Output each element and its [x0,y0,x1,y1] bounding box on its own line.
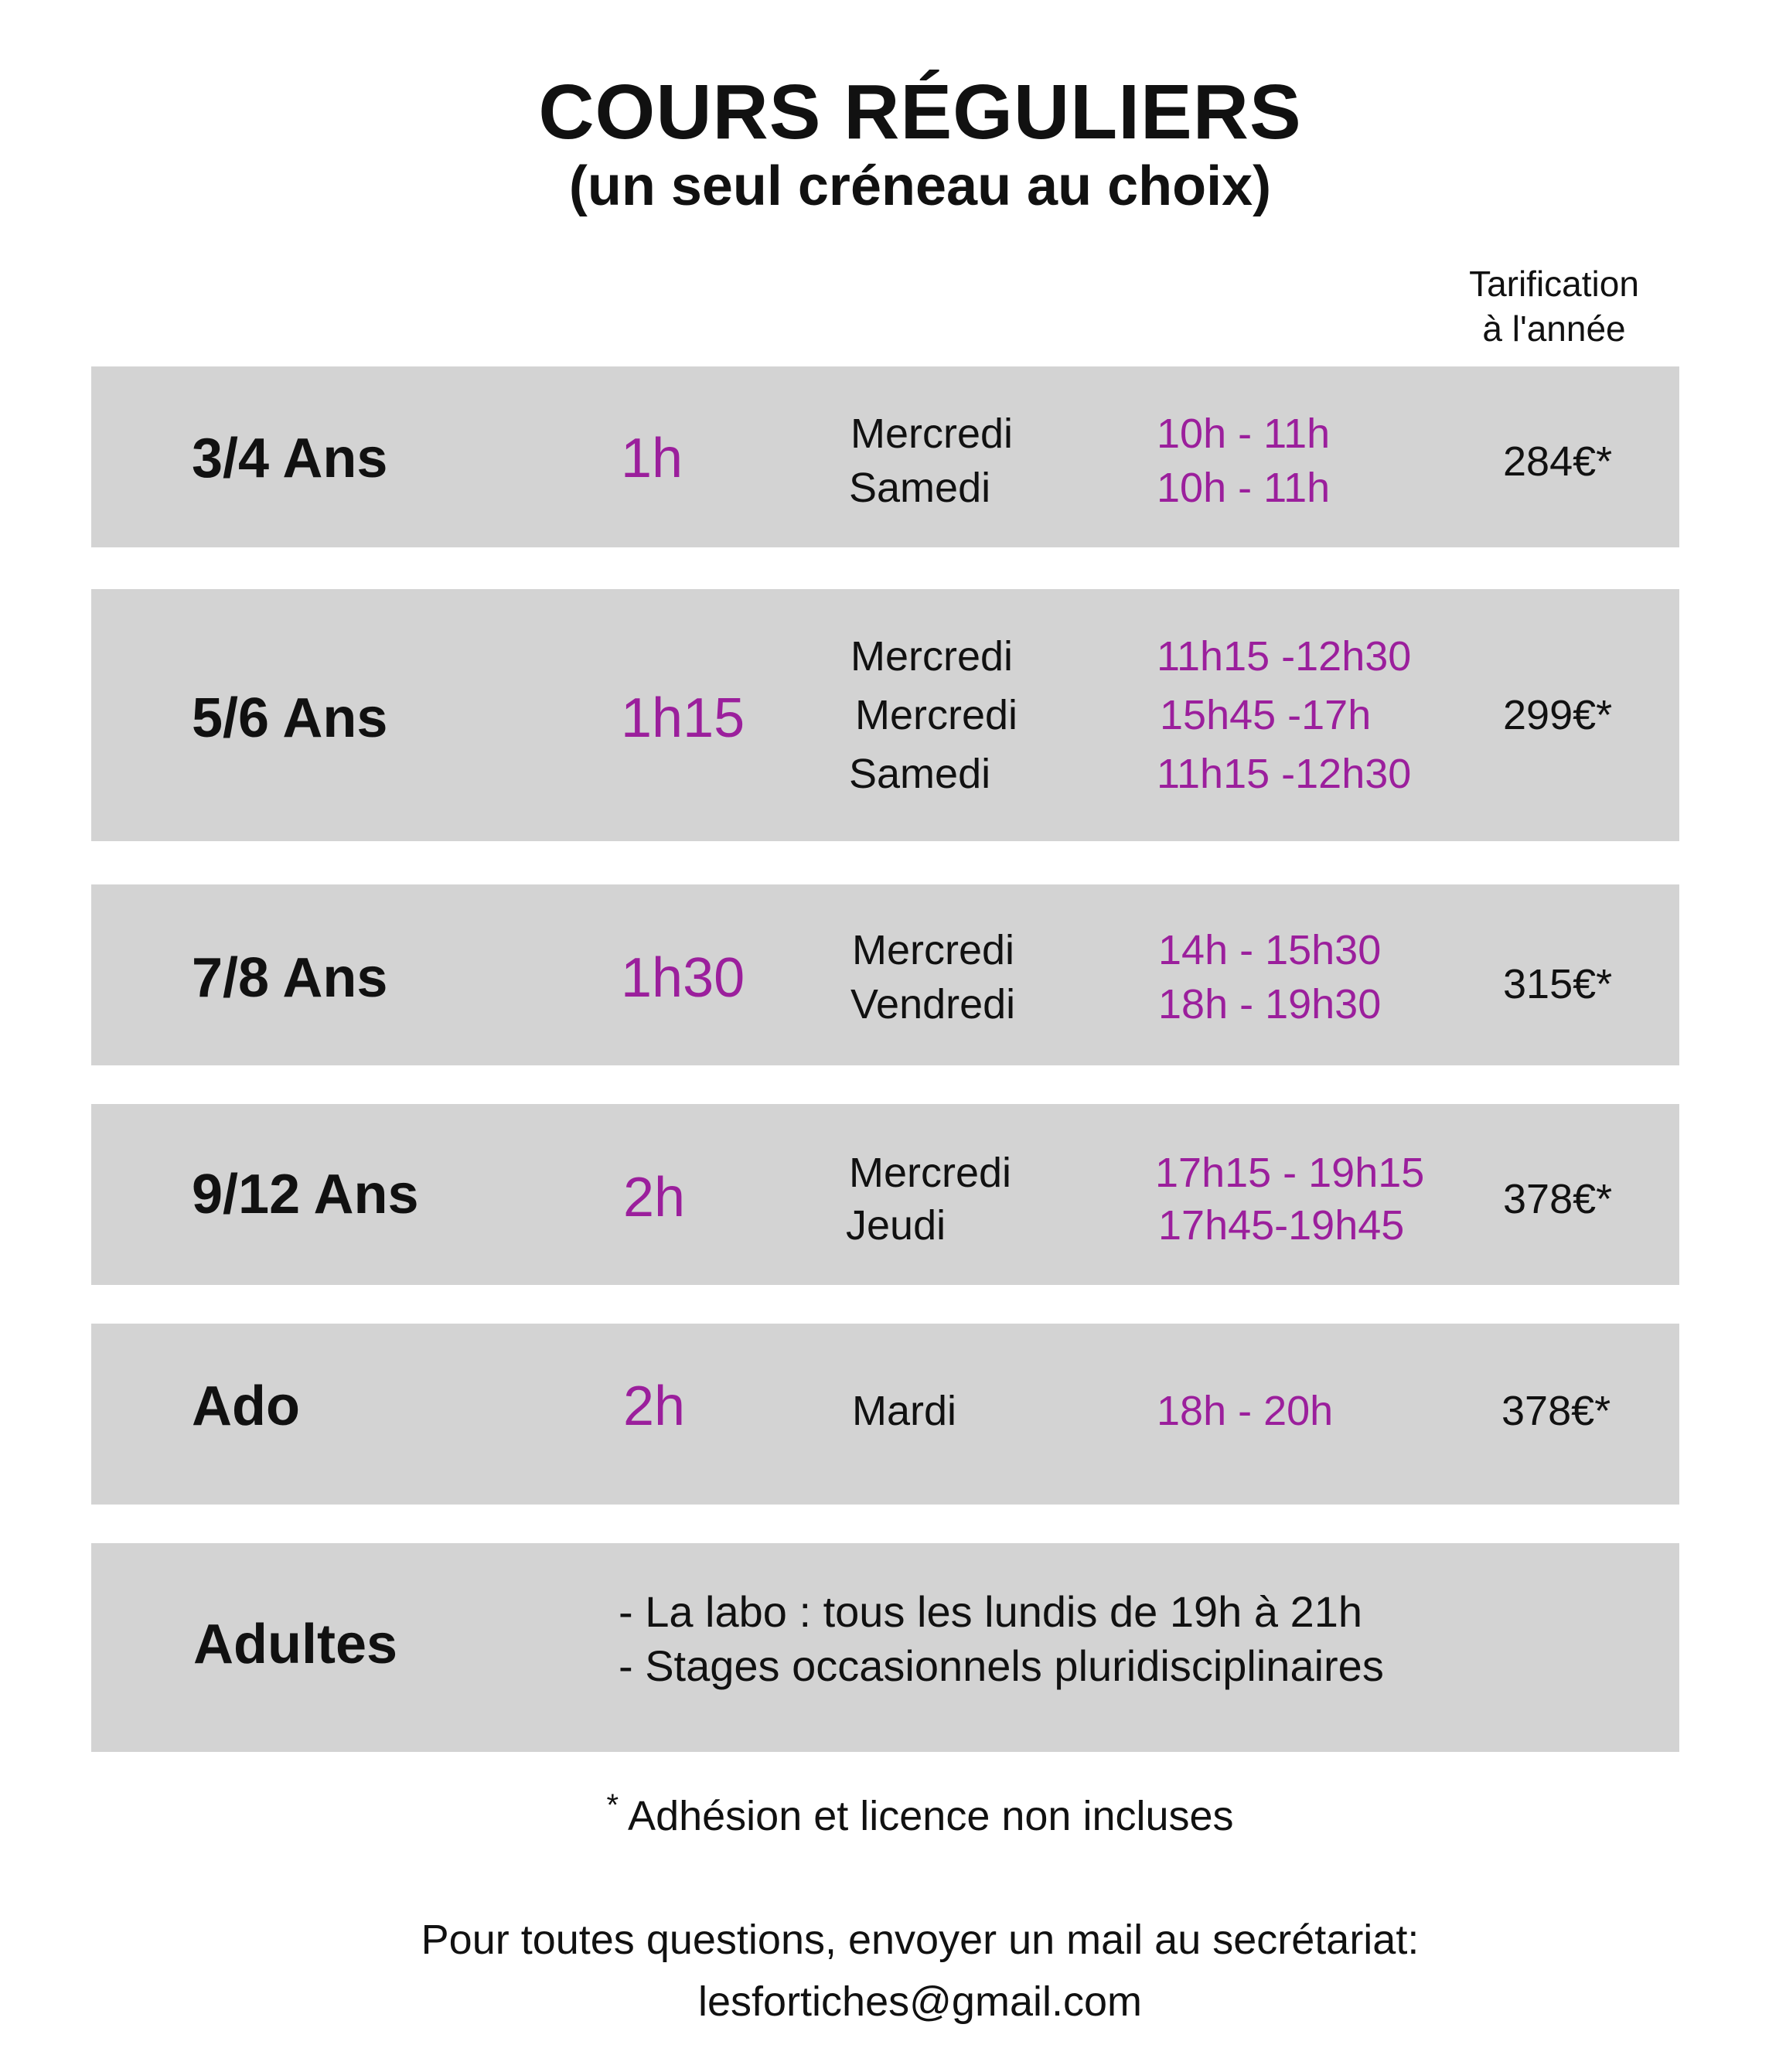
price-value: 378€* [1501,1388,1611,1434]
contact-text: Pour toutes questions, envoyer un mail au secrétariat: [421,1917,1420,1963]
price-value: 284€* [1503,438,1613,485]
slot-day: Samedi [849,751,991,797]
duration-label: 1h30 [621,947,745,1009]
slot-time: 18h - 20h [1157,1388,1334,1434]
schedule-row-ado [91,1324,1679,1505]
slot-time: 18h - 19h30 [1158,981,1382,1027]
slot-time: 14h - 15h30 [1158,927,1382,973]
age-group-label: 9/12 Ans [192,1164,419,1225]
price-header-line-2: à l'année [1482,308,1626,349]
slot-time: 17h15 - 19h15 [1155,1150,1425,1196]
duration-label: 2h [623,1375,686,1437]
slot-day: Vendredi [850,981,1016,1027]
slot-time: 17h45-19h45 [1158,1202,1405,1249]
schedule-row-7-8-ans [91,884,1679,1065]
age-group-label: 3/4 Ans [192,428,388,489]
age-group-label: Ado [192,1375,300,1437]
page-title: COURS RÉGULIERS [538,69,1302,155]
pricing-note-text: Adhésion et licence non incluses [628,1793,1234,1839]
slot-day: Jeudi [846,1202,946,1249]
slot-time: 15h45 -17h [1160,692,1372,738]
slot-time: 10h - 11h [1157,465,1331,511]
schedule-row-9-12-ans [91,1104,1679,1285]
slot-time: 10h - 11h [1157,411,1331,457]
price-value: 315€* [1503,961,1613,1007]
slot-day: Mercredi [852,927,1015,973]
age-group-label: 7/8 Ans [192,947,388,1009]
slot-day: Samedi [849,465,991,511]
contact-email[interactable]: lesfortiches@gmail.com [698,1978,1142,2025]
duration-label: 2h [623,1167,686,1229]
pricing-note [0,1788,1769,1840]
schedule-row-5-6-ans [91,589,1679,841]
slot-day: Mercredi [849,1150,1012,1196]
slot-time: 11h15 -12h30 [1157,633,1412,680]
price-header-line-1: Tarification [1469,264,1639,304]
slot-day: Mardi [852,1388,957,1434]
slot-day: Mercredi [850,633,1014,680]
age-group-label: Adultes [193,1614,398,1675]
slot-day: Mercredi [850,411,1014,457]
price-column-header [1430,261,1678,351]
duration-label: 1h [621,428,683,489]
schedule-row-adultes [91,1543,1679,1752]
adult-activity-line: - Stages occasionnels pluridisciplinaires [619,1641,1384,1690]
page-subtitle: (un seul créneau au choix) [568,155,1272,217]
price-value: 378€* [1503,1176,1613,1222]
duration-label: 1h15 [621,687,745,749]
schedule-row-3-4-ans [91,366,1679,547]
age-group-label: 5/6 Ans [192,687,388,749]
price-value: 299€* [1503,692,1613,738]
slot-time: 11h15 -12h30 [1157,751,1412,797]
slot-day: Mercredi [855,692,1018,738]
asterisk-mark: * [606,1788,619,1822]
adult-activity-line: - La labo : tous les lundis de 19h à 21h [619,1587,1363,1636]
